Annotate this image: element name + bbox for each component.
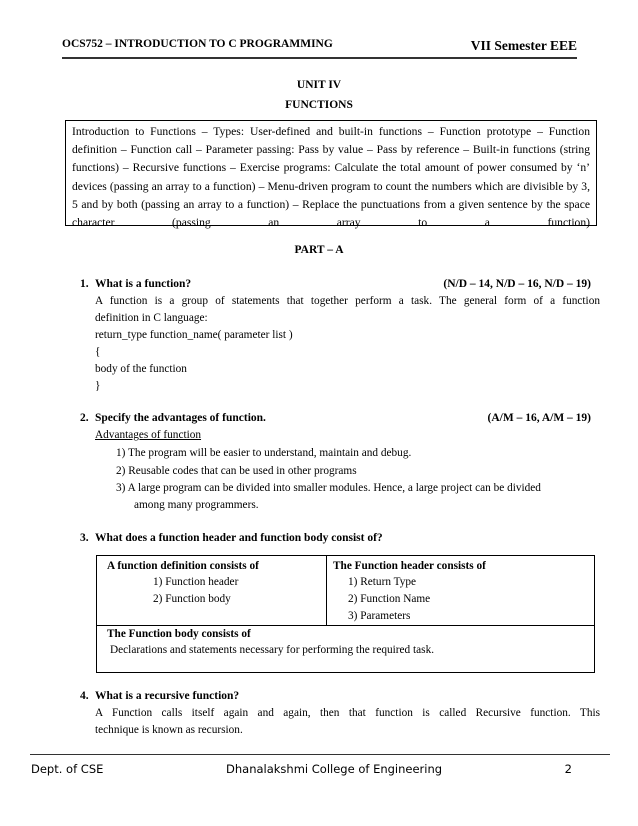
header-title: The Function header consists of (333, 560, 486, 572)
q2-reference: (A/M – 16, A/M – 19) (487, 412, 591, 424)
q1-line-2: definition in C language: (95, 312, 208, 324)
q2-item-1: 1) The program will be easier to understand, maintain and debug. (116, 447, 412, 459)
q1-line-4: { (95, 346, 101, 358)
table-row-divider (97, 625, 594, 626)
q1-line-5: body of the function (95, 363, 187, 375)
definition-item-1: 1) Function header (153, 576, 239, 588)
function-structure-table (96, 555, 595, 673)
q2-item-3-cont: among many programmers. (134, 499, 259, 511)
q3-number: 3. (80, 532, 89, 544)
syllabus-box: Introduction to Functions – Types: User-defined and built-in functions – Function prototype – Function definition – Function call – Parameter passing: Pass by value – Pass by reference – Built-in functions (string functions) – Recursive functions – Exercise programs: Calculate the total amount of power consumed by ‘n’ devices (passing an array to a function) – Menu-driven program to count the numbers which are divisible by 3, 5 and by both (passing an array to a function) – Replace the punctuations from a given sentence by the space character (passing an array to a function) (65, 120, 597, 226)
course-title: OCS752 – INTRODUCTION TO C PROGRAMMING (62, 38, 333, 50)
header-item-1: 1) Return Type (348, 576, 417, 588)
q2-item-3: 3) A large program can be divided into smaller modules. Hence, a large project can be divided (116, 482, 541, 494)
q1-line-1: A function is a group of statements that together perform a task. The general form of a function (95, 295, 600, 307)
semester-label: VII Semester EEE (470, 38, 577, 53)
unit-subtitle: FUNCTIONS (285, 99, 353, 111)
q2-heading: Advantages of function (95, 429, 202, 441)
q1-line-3: return_type function_name( parameter list ) (95, 329, 293, 341)
q3-question: What does a function header and function body consist of? (95, 532, 383, 544)
unit-title: UNIT IV (296, 79, 342, 91)
footer-rule (30, 754, 610, 755)
q1-question: What is a function? (95, 278, 192, 290)
q2-number: 2. (80, 412, 89, 424)
part-heading: PART – A (294, 244, 344, 256)
q4-question: What is a recursive function? (95, 690, 240, 702)
q2-item-2: 2) Reusable codes that can be used in other programs (116, 465, 357, 477)
definition-title: A function definition consists of (107, 560, 259, 572)
q1-line-6: } (95, 380, 101, 392)
body-text: Declarations and statements necessary for performing the required task. (110, 644, 435, 656)
q4-number: 4. (80, 690, 89, 702)
table-column-divider (326, 556, 327, 626)
q2-question: Specify the advantages of function. (95, 412, 266, 424)
header-rule (62, 57, 577, 59)
footer-dept: Dept. of CSE (31, 762, 104, 776)
header-item-3: 3) Parameters (348, 610, 411, 622)
header-item-2: 2) Function Name (348, 593, 431, 605)
definition-item-2: 2) Function body (153, 593, 231, 605)
footer-college: Dhanalakshmi College of Engineering (226, 762, 443, 776)
body-title: The Function body consists of (107, 628, 251, 640)
q1-reference: (N/D – 14, N/D – 16, N/D – 19) (443, 278, 591, 290)
q4-line-2: technique is known as recursion. (95, 724, 243, 736)
q4-line-1: A Function calls itself again and again, then that function is called Recursive function. This (95, 707, 600, 719)
q1-number: 1. (80, 278, 89, 290)
page-number: 2 (564, 762, 572, 776)
